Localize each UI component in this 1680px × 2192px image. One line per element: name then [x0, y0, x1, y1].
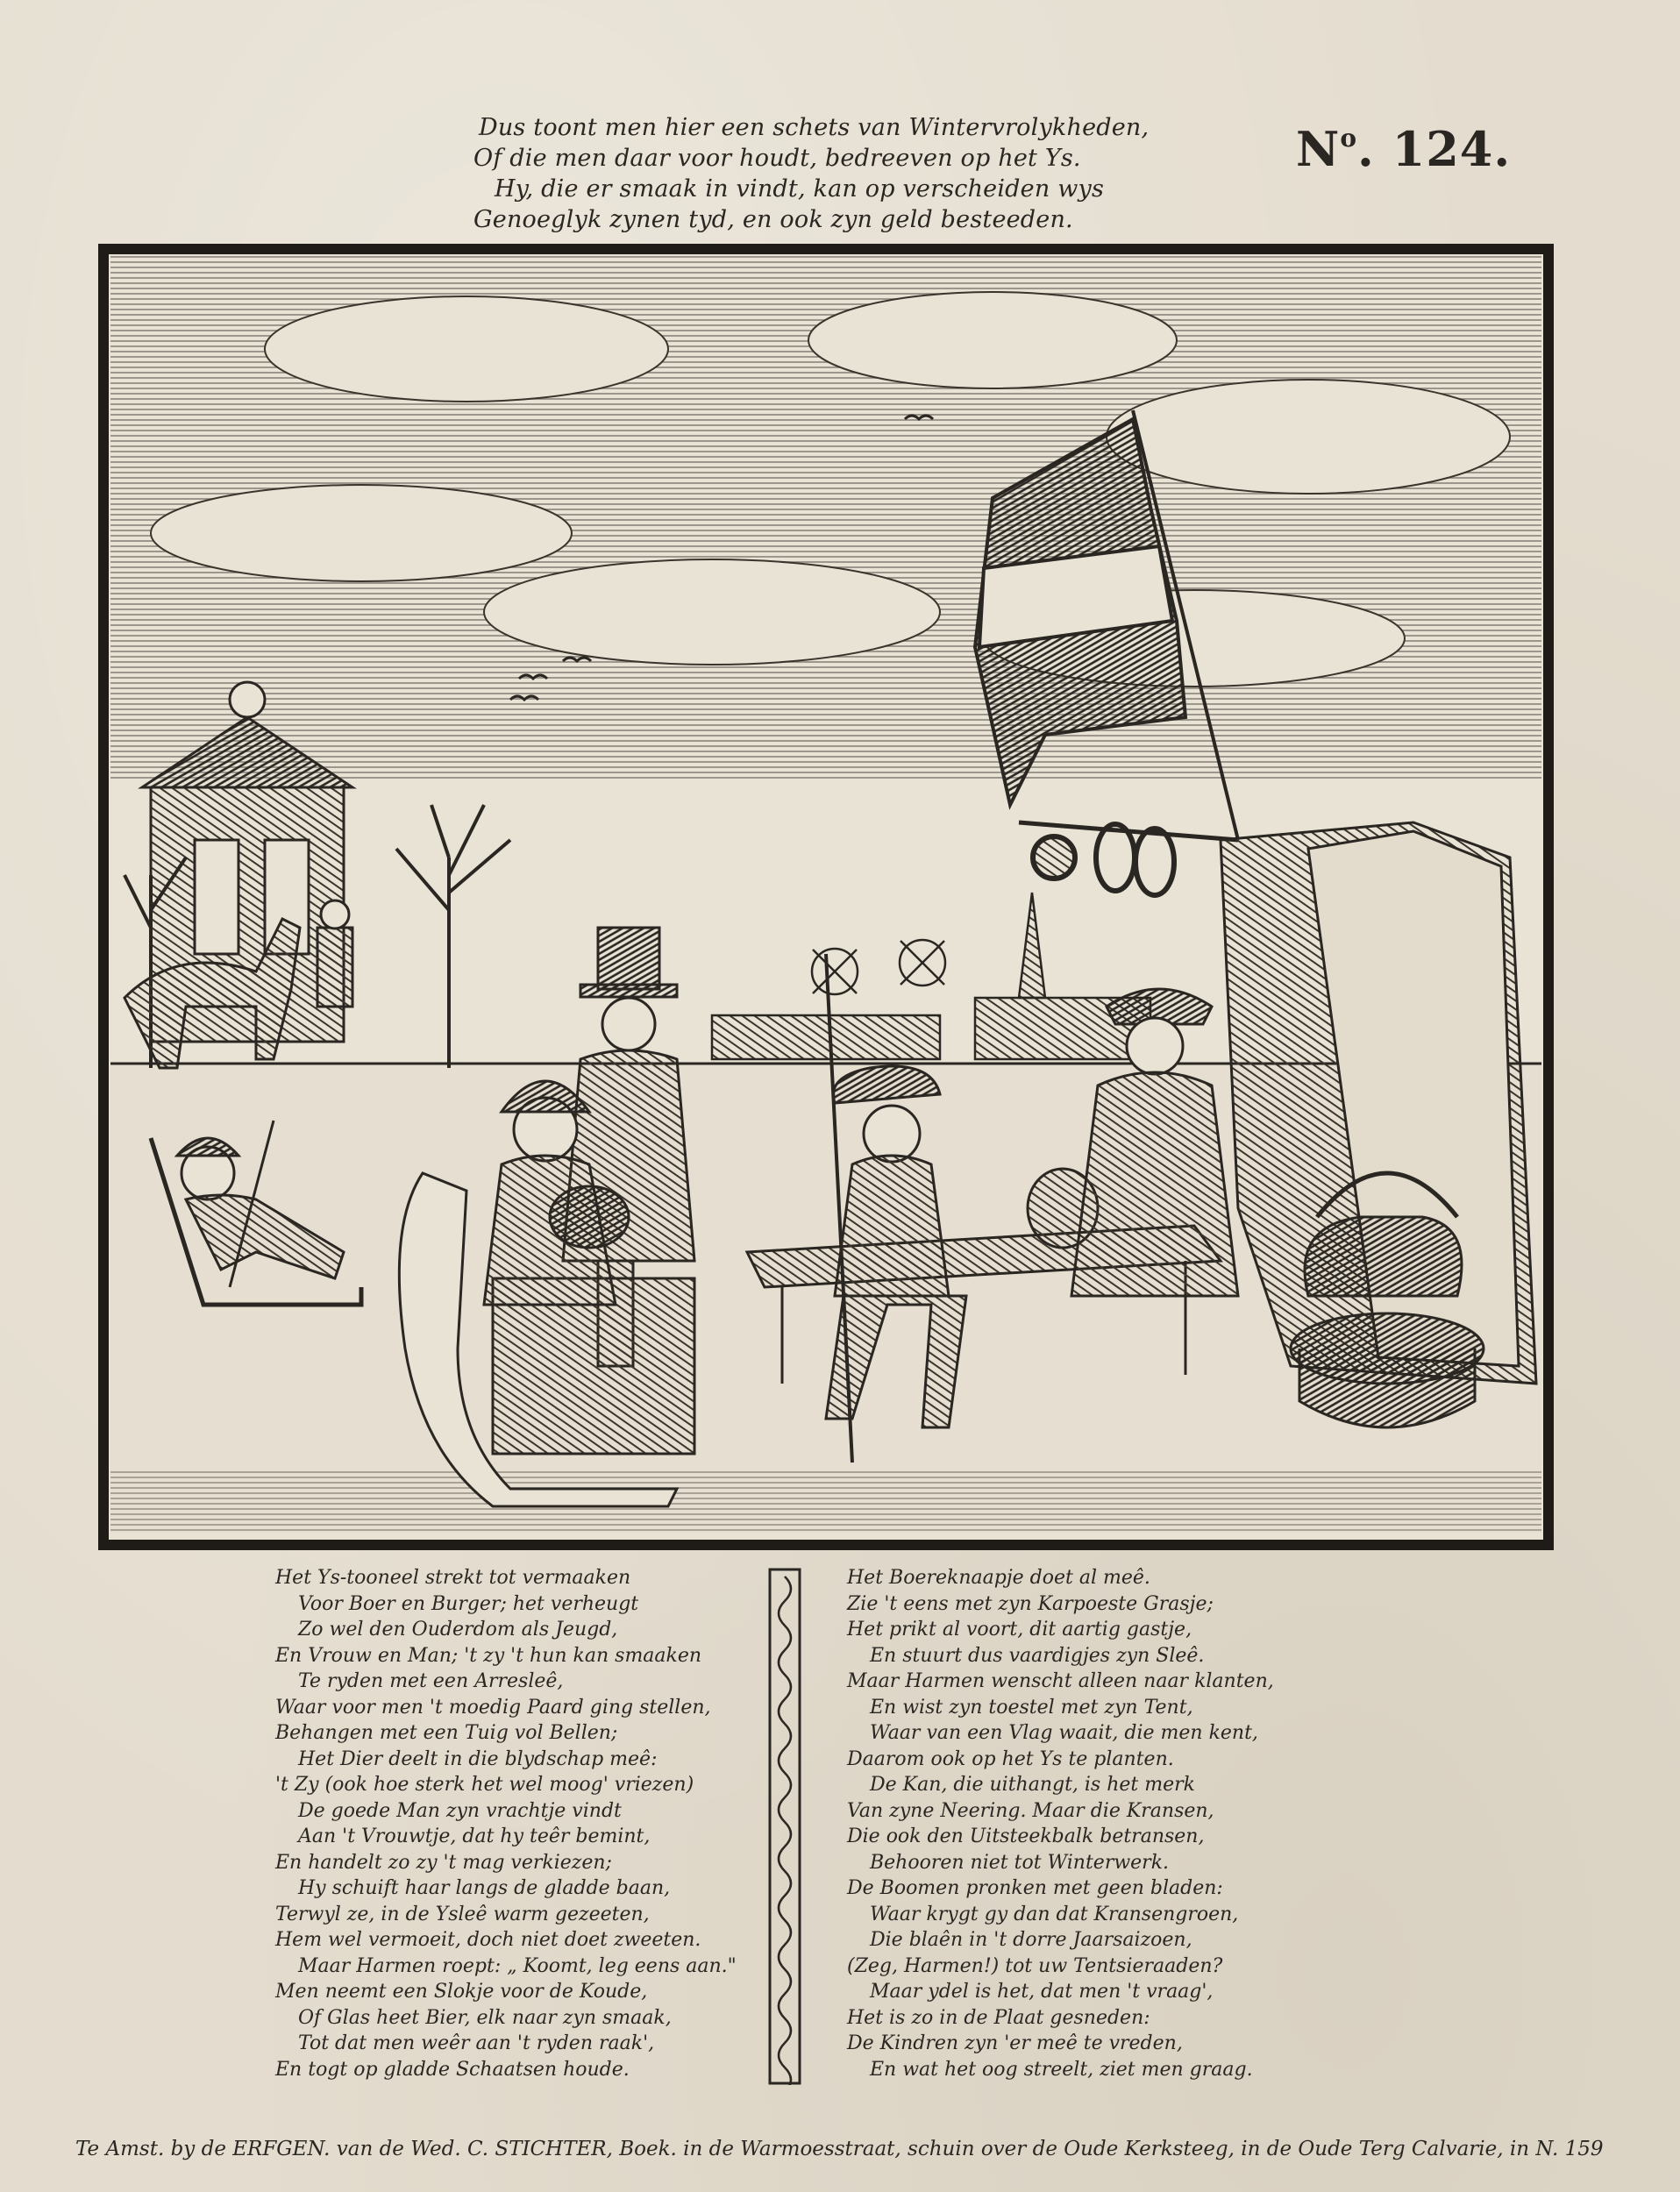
verse-line: En wist zyn toestel met zyn Tent,	[870, 1696, 1193, 1719]
verse-line: Terwyl ze, in de Ysleê warm gezeeten,	[275, 1903, 650, 1925]
verse-line: Hem wel vermoeit, doch niet doet zweeten.	[275, 1929, 701, 1951]
verse-line: Maar Harmen roept: „ Koomt, leg eens aan."	[298, 1954, 737, 1977]
printer-imprint: Te Amst. by de ERFGEN. van de Wed. C. STICHTER, Boek. in de Warmoesstraat, schuin over de Oude Kerksteeg, in de Oude Terg Calvarie, in N. 159	[75, 2138, 1604, 2160]
verse-line: De goede Man zyn vrachtje vindt	[298, 1799, 622, 1822]
verse-right-column	[847, 1565, 1338, 2082]
plate-number-prefix: N	[1296, 121, 1341, 177]
winter-scene-drawing	[98, 244, 1554, 1550]
verse-line: De Kan, die uithangt, is het merk	[870, 1774, 1195, 1796]
verse-line: Voor Boer en Burger; het verheugt	[298, 1592, 639, 1615]
verse-line: Het Ys-tooneel strekt tot vermaaken	[275, 1567, 631, 1589]
plate-number	[1296, 121, 1511, 177]
verse-line: Van zyne Neering. Maar die Kransen,	[847, 1799, 1214, 1822]
verse-line: En wat het oog streelt, ziet men graag.	[870, 2058, 1253, 2081]
verse-line: (Zeg, Harmen!) tot uw Tentsieraaden?	[847, 1954, 1223, 1977]
verse-line: Die blaên in 't dorre Jaarsaizoen,	[870, 1929, 1192, 1951]
verse-line: Maar ydel is het, dat men 't vraag',	[870, 1981, 1214, 2003]
verse-line: Men neemt een Slokje voor de Koude,	[275, 1981, 648, 2003]
verse-line: Het is zo in de Plaat gesneden:	[847, 2006, 1150, 2029]
ornamental-divider	[768, 1568, 801, 2085]
verse-line: 't Zy (ook hoe sterk het wel moog' vriezen)	[275, 1774, 694, 1796]
woodcut-illustration	[98, 244, 1554, 1550]
intro-verse-line: Genoeglyk zynen tyd, en ook zyn geld besteeden.	[473, 206, 1073, 233]
verse-line: Maar Harmen wenscht alleen naar klanten,	[847, 1670, 1274, 1692]
verse-line: Die ook den Uitsteekbalk betransen,	[847, 1825, 1205, 1847]
verse-line: Waar voor men 't moedig Paard ging stellen,	[275, 1696, 711, 1719]
verse-line: De Kindren zyn 'er meê te vreden,	[847, 2032, 1183, 2054]
verse-line: En handelt zo zy 't mag verkiezen;	[275, 1851, 612, 1874]
verse-line: Het Boereknaapje doet al meê.	[847, 1567, 1150, 1589]
verse-line: De Boomen pronken met geen bladen:	[847, 1877, 1223, 1899]
plate-number-value: . 124.	[1357, 121, 1512, 177]
verse-line: Te ryden met een Arresleê,	[298, 1670, 564, 1692]
verse-line: Waar krygt gy dan dat Kransengroen,	[870, 1903, 1239, 1925]
verse-line: Zie 't eens met zyn Karpoeste Grasje;	[847, 1592, 1214, 1615]
tent	[1221, 822, 1536, 1384]
plate-number-suffix: o	[1340, 124, 1358, 153]
verse-line: Hy schuift haar langs de gladde baan,	[298, 1877, 671, 1899]
verse-line: Behooren niet tot Winterwerk.	[870, 1851, 1170, 1874]
verse-line: Het Dier deelt in die blydschap meê:	[298, 1747, 658, 1770]
verse-line: Aan 't Vrouwtje, dat hy teêr bemint,	[298, 1825, 651, 1847]
intro-verse-line: Of die men daar voor houdt, bedreeven op het Ys.	[473, 145, 1081, 172]
intro-verse-line: Dus toont men hier een schets van Wintervrolykheden,	[479, 114, 1150, 141]
verse-line: Of Glas heet Bier, elk naar zyn smaak,	[298, 2006, 672, 2029]
verse-line: En togt op gladde Schaatsen houde.	[275, 2058, 630, 2081]
intro-verse	[473, 112, 1175, 235]
verse-line: Behangen met een Tuig vol Bellen;	[275, 1722, 618, 1744]
verse-left-column	[275, 1565, 766, 2082]
intro-verse-line: Hy, die er smaak in vindt, kan op verscheiden wys	[495, 175, 1105, 203]
verse-line: Zo wel den Ouderdom als Jeugd,	[298, 1619, 618, 1640]
verse-line: En Vrouw en Man; 't zy 't hun kan smaaken	[275, 1644, 702, 1667]
verse-line: Waar van een Vlag waait, die men kent,	[870, 1722, 1258, 1744]
verse-line: Het prikt al voort, dit aartig gastje,	[847, 1619, 1192, 1640]
verse-line: Daarom ook op het Ys te planten.	[847, 1747, 1174, 1770]
verse-line: Tot dat men weêr aan 't ryden raak',	[298, 2032, 655, 2054]
verse-line: En stuurt dus vaardigjes zyn Sleê.	[870, 1644, 1205, 1667]
